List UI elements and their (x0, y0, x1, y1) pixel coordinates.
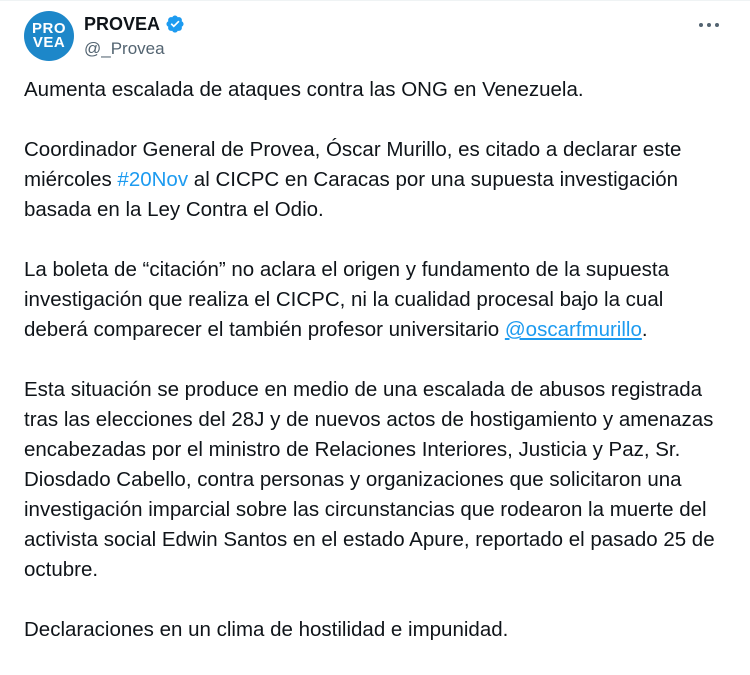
avatar-text-line1: PRO (31, 20, 66, 37)
hashtag-link[interactable]: #20Nov (117, 168, 189, 191)
tweet-header (24, 11, 726, 61)
paragraph-2-text-a: Coordinador General de Provea, Óscar Murillo, es citado a declarar este miércoles (24, 138, 682, 191)
paragraph-5: Declaraciones en un clima de hostilidad e impunidad. (24, 618, 509, 641)
paragraph-3-text-a: La boleta de “citación” no aclara el origen y fundamento de la supuesta investigación que realiza el CICPC, ni la cualidad procesal bajo la cual deberá comparecer el también profesor universitario (24, 258, 670, 341)
paragraph-3-text-b: . (641, 318, 648, 341)
paragraph-2 (24, 135, 724, 225)
more-options-icon[interactable] (692, 13, 726, 37)
display-name[interactable]: PROVEA (84, 13, 161, 34)
verified-badge-icon[interactable] (165, 14, 185, 34)
handle[interactable]: @_Provea (84, 39, 165, 58)
paragraph-3 (24, 255, 724, 345)
paragraph-2-text-b: al CICPC en Caracas por una supuesta investigación basada en la Ley Contra el Odio. (24, 168, 679, 221)
tweet-text (24, 75, 724, 675)
display-name-row (84, 13, 185, 35)
paragraph-1: Aumenta escalada de ataques contra las ONG en Venezuela. (24, 78, 584, 101)
avatar[interactable] (24, 11, 74, 61)
author-names (84, 13, 185, 59)
avatar-text-line2: VEA (32, 34, 66, 51)
mention-link[interactable]: @oscarfmurillo (504, 318, 642, 341)
paragraph-4: Esta situación se produce en medio de una escalada de abusos registrada tras las elecciones del 28J y de nuevos actos de hostigamiento y amenazas encabezadas por el ministro de Relaciones Interiores, Justicia y Paz, Sr. Diosdado Cabello, contra personas y organizaciones que solicitaron una investigación imparcial sobre las circunstancias que rodearon la muerte del activista social Edwin Santos en el estado Apure, reportado el pasado 25 de octubre. (24, 378, 715, 581)
